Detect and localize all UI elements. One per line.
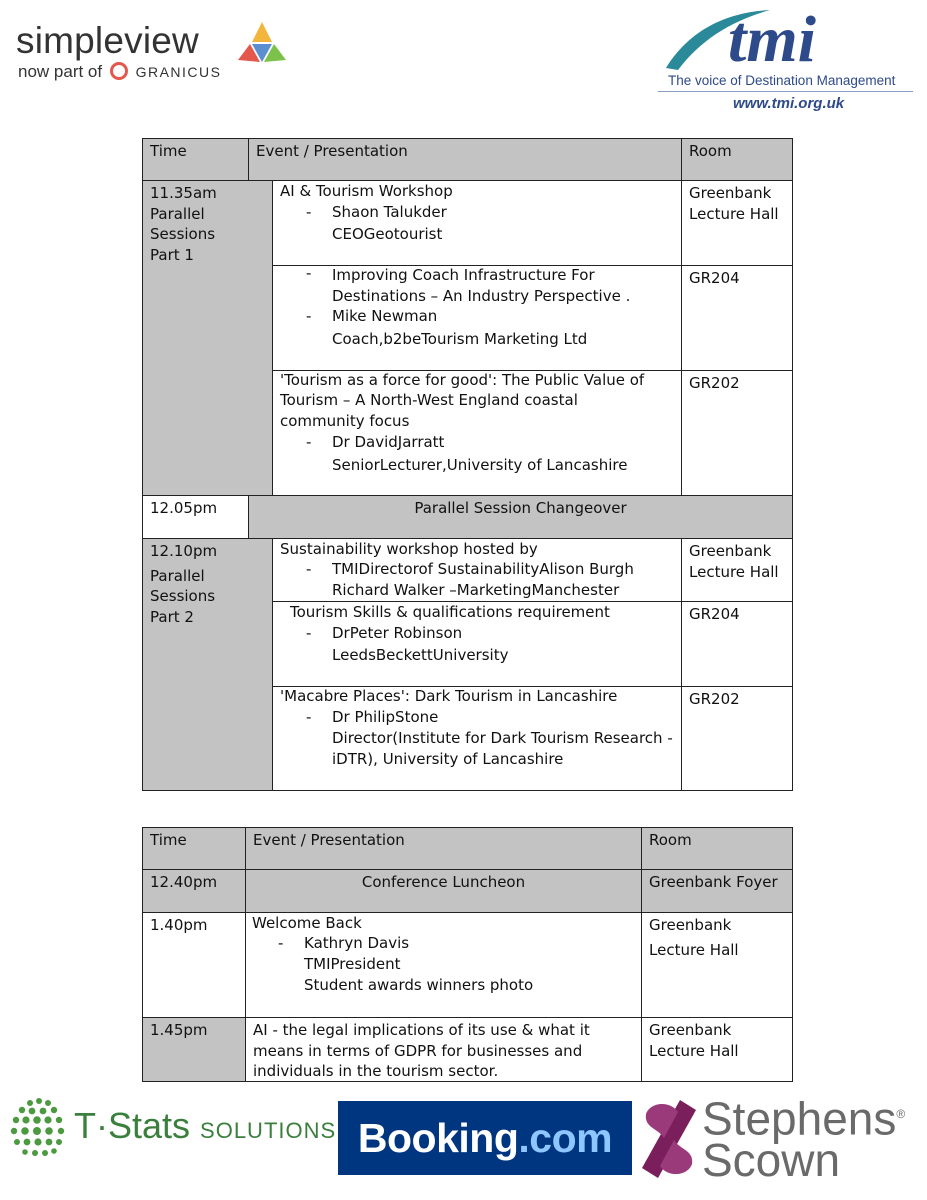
tstats-name: T·Stats bbox=[74, 1105, 191, 1146]
luncheon-event-cell: Conference Luncheon bbox=[245, 869, 642, 913]
bullet-dash: - bbox=[306, 307, 312, 325]
welcome-room-cell bbox=[641, 912, 793, 1018]
bullet-dash: - bbox=[306, 264, 312, 282]
simpleview-subline bbox=[18, 62, 221, 82]
block1-time-cell bbox=[142, 180, 273, 496]
luncheon-room-cell: Greenbank Foyer bbox=[641, 869, 793, 913]
granicus-wordmark: GRANICUS bbox=[135, 64, 222, 80]
session-title: Sustainability workshop hosted by bbox=[280, 540, 538, 558]
speaker-name: TMIDirectorof SustainabilityAlison Burgh bbox=[332, 560, 634, 578]
session-title-line: 'Tourism as a force for good': The Public Value of bbox=[280, 371, 645, 389]
event-line: AI - the legal implications of its use & what it bbox=[253, 1021, 590, 1039]
speaker-name: DrPeter Robinson bbox=[332, 624, 463, 642]
speaker-role: LeedsBeckettUniversity bbox=[332, 646, 509, 664]
speaker-name: Dr DavidJarratt bbox=[332, 433, 445, 451]
tstats-suffix: SOLUTIONS bbox=[200, 1118, 337, 1143]
speaker-name: Mike Newman bbox=[332, 307, 438, 325]
block2-time-cell bbox=[142, 538, 273, 791]
simpleview-wordmark: simpleview bbox=[16, 20, 199, 61]
stephens-line2: Scown bbox=[702, 1134, 841, 1187]
room-line: Lecture Hall bbox=[649, 1041, 739, 1060]
block2-session3-room-cell: GR202 bbox=[681, 686, 793, 791]
tstats-wordmark bbox=[74, 1105, 336, 1147]
registered-mark: ® bbox=[896, 1107, 906, 1121]
tstats-globe-icon bbox=[8, 1093, 70, 1163]
booking-suffix: .com bbox=[518, 1115, 613, 1161]
session-title-line: Improving Coach Infrastructure For bbox=[332, 266, 595, 284]
table1-header-event: Event / Presentation bbox=[248, 138, 682, 181]
block2-time: 12.10pm bbox=[150, 542, 218, 560]
stephens-scown-wordmark bbox=[702, 1092, 906, 1187]
room-line: Greenbank bbox=[689, 542, 772, 560]
bullet-dash: - bbox=[306, 624, 312, 642]
legal-room-cell bbox=[641, 1017, 793, 1082]
changeover-time-cell: 12.05pm bbox=[142, 495, 249, 539]
table2-header-event: Event / Presentation bbox=[245, 827, 642, 870]
session-title: Welcome Back bbox=[252, 914, 362, 932]
speaker-role-line: iDTR), University of Lancashire bbox=[332, 750, 564, 768]
stephens-scown-s-icon bbox=[640, 1098, 698, 1180]
room-line: Lecture Hall bbox=[689, 562, 779, 581]
room-line: Lecture Hall bbox=[689, 204, 779, 223]
speaker-role: TMIPresident bbox=[304, 955, 401, 973]
block1-label-line: Part 1 bbox=[150, 245, 194, 264]
simpleview-sub-prefix: now part of bbox=[18, 62, 103, 81]
room-line: Lecture Hall bbox=[649, 940, 739, 959]
speaker-name: Kathryn Davis bbox=[304, 934, 410, 952]
tmi-url: www.tmi.org.uk bbox=[733, 95, 845, 112]
event-line: individuals in the tourism sector. bbox=[253, 1062, 499, 1080]
block1-label-line: Parallel bbox=[150, 204, 205, 223]
room-line: Greenbank bbox=[689, 184, 772, 202]
speaker-name: Shaon Talukder bbox=[332, 203, 447, 221]
tmi-divider bbox=[658, 91, 913, 92]
event-line: means in terms of GDPR for businesses and bbox=[253, 1041, 583, 1060]
block2-label-line: Parallel bbox=[150, 566, 205, 585]
bullet-dash: - bbox=[306, 433, 312, 451]
stephens-line1: Stephens bbox=[702, 1092, 897, 1145]
speaker-role: CEOGeotourist bbox=[332, 225, 443, 243]
block2-session2-room-cell: GR204 bbox=[681, 601, 793, 687]
block1-session1-room-cell bbox=[681, 180, 793, 266]
luncheon-time-cell: 12.40pm bbox=[142, 869, 246, 913]
legal-event-cell bbox=[245, 1017, 642, 1082]
session-title: 'Macabre Places': Dark Tourism in Lancashire bbox=[280, 687, 618, 705]
tmi-tagline: The voice of Destination Management bbox=[668, 73, 896, 88]
speaker-role: Coach,b2beTourism Marketing Ltd bbox=[332, 330, 588, 348]
block2-label-line: Sessions bbox=[150, 587, 216, 605]
bullet-dash: - bbox=[306, 708, 312, 726]
bullet-dash: - bbox=[306, 203, 312, 221]
table2-header-room: Room bbox=[641, 827, 793, 870]
session-note: Student awards winners photo bbox=[304, 976, 534, 994]
bullet-dash: - bbox=[306, 560, 312, 578]
booking-name: Booking bbox=[357, 1115, 519, 1161]
legal-time-cell: 1.45pm bbox=[142, 1017, 246, 1082]
table1-header-room: Room bbox=[681, 138, 793, 181]
tmi-wordmark: tmi bbox=[728, 3, 817, 76]
room-line: Greenbank bbox=[649, 916, 732, 934]
speaker-role: Richard Walker –MarketingManchester bbox=[332, 581, 620, 599]
room-line: Greenbank bbox=[649, 1021, 732, 1039]
session-title-line: community focus bbox=[280, 412, 410, 430]
bullet-dash: - bbox=[278, 934, 284, 952]
speaker-role: SeniorLecturer,University of Lancashire bbox=[332, 456, 628, 474]
block1-session3-room-cell: GR202 bbox=[681, 370, 793, 496]
table1-header-time: Time bbox=[142, 138, 249, 181]
session-title-line: Tourism – A North-West England coastal bbox=[280, 391, 578, 409]
simpleview-pinwheel-icon bbox=[236, 20, 288, 64]
booking-logo bbox=[338, 1101, 632, 1175]
block2-session1-room-cell bbox=[681, 538, 793, 602]
welcome-time-cell: 1.40pm bbox=[142, 912, 246, 1018]
block1-label-line: Sessions bbox=[150, 225, 216, 243]
session-title-line: Destinations – An Industry Perspective . bbox=[332, 287, 631, 305]
speaker-role-line: Director(Institute for Dark Tourism Research - bbox=[332, 729, 673, 747]
changeover-event-cell: Parallel Session Changeover bbox=[248, 495, 793, 539]
speaker-name: Dr PhilipStone bbox=[332, 708, 439, 726]
block1-time: 11.35am bbox=[150, 184, 217, 202]
block2-label-line: Part 2 bbox=[150, 607, 194, 626]
table2-header-time: Time bbox=[142, 827, 246, 870]
block1-session2-room-cell: GR204 bbox=[681, 265, 793, 371]
session-title: AI & Tourism Workshop bbox=[280, 182, 453, 200]
granicus-g-icon bbox=[110, 62, 128, 80]
session-title: Tourism Skills & qualifications requirement bbox=[290, 603, 610, 621]
